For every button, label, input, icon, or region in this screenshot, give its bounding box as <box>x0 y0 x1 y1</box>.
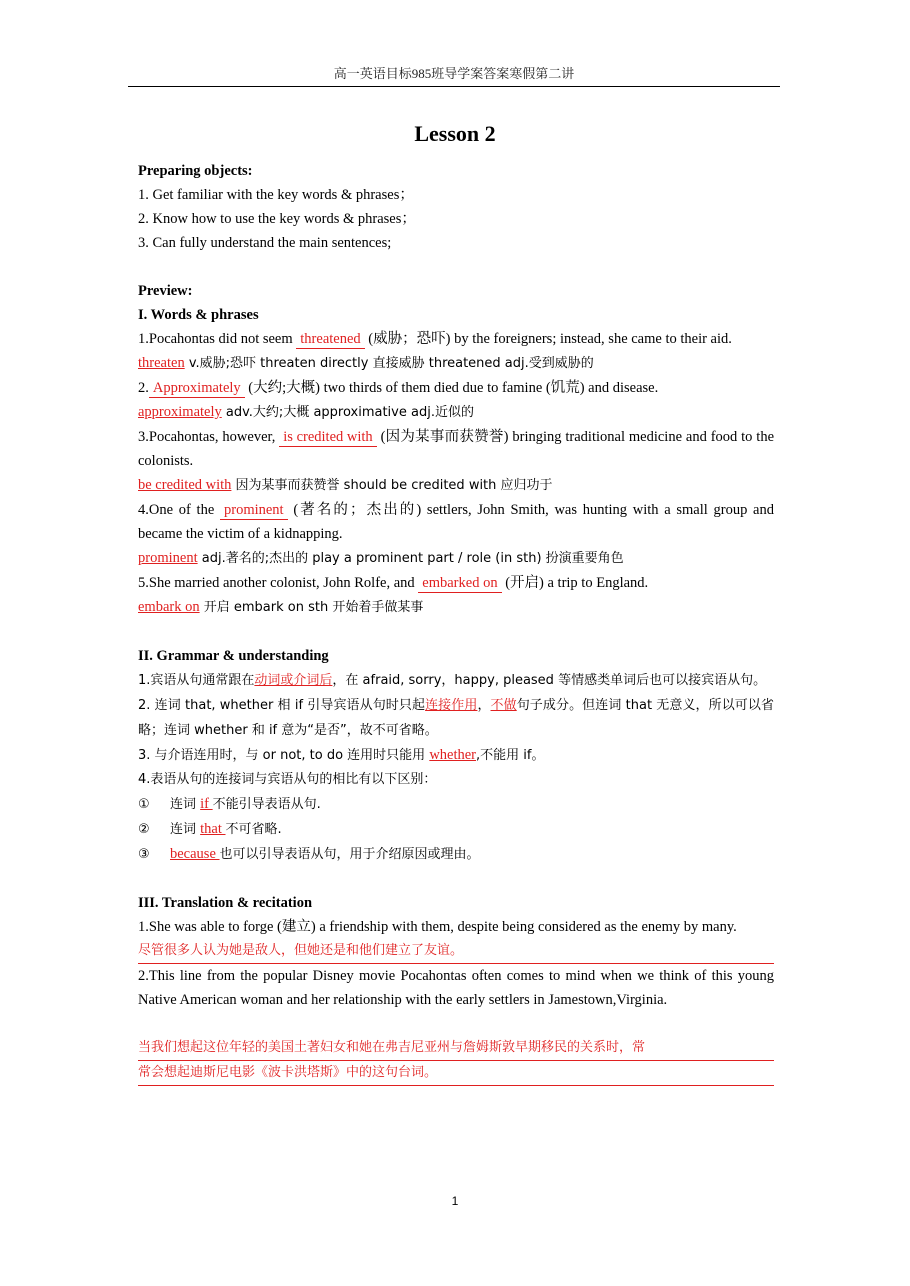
page-number: 1 <box>451 1194 459 1208</box>
comparison-item: ② 连词 that 不可省略. <box>138 821 282 837</box>
answer-blank: threatened <box>296 330 364 349</box>
key-word: be credited with <box>138 477 232 493</box>
document-body <box>138 159 774 1086</box>
lesson-title: Lesson 2 <box>414 121 496 146</box>
translation-answer-1: 尽管很多人认为她是敌人，但她还是和他们建立了友谊。 <box>138 939 774 964</box>
sentence-2: 2.This line from the popular Disney movie Pocahontas often comes to mind when we think of this young Native American woman and her relationship with the early settlers in Jamestown,Virginia. <box>138 968 774 1008</box>
answer-blank: embarked on <box>418 574 501 593</box>
comparison-item: ① 连词 if 不能引导表语从句. <box>138 796 321 812</box>
answer-text: if <box>200 796 213 812</box>
note-5: embark on 开启 embark on sth 开始着手做某事 <box>138 599 424 615</box>
section-heading-words: I. Words & phrases <box>138 307 259 323</box>
question-3: 3.Pocahontas, however, is credited with (因为某事而获赞誉) bringing traditional medicine and food to the colonists. <box>138 429 775 469</box>
question-5: 5.She married another colonist, John Rolfe, and embarked on (开启) a trip to England. <box>138 575 649 591</box>
answer-blank: prominent <box>220 501 288 520</box>
grammar-point-2: 2. 连词 that, whether 相 if 引导宾语从句时只起连接作用，不做句子成分。但连词 that 无意义，所以可以省略；连词 whether 和 if 意为“是否”，故不可省略。 <box>138 698 774 738</box>
answer-blank: Approximately <box>149 379 245 398</box>
objective-item: 3. Can fully understand the main sentences; <box>138 235 392 251</box>
key-word: embark on <box>138 599 200 615</box>
question-4: 4.One of the prominent (著名的；杰出的) settlers, John Smith, was hunting with a small group and became the victim of a kidnapping. <box>138 502 774 542</box>
grammar-point-3: 3. 与介语连用时，与 or not, to do 连用时只能用 whether,不能用 if。 <box>138 747 545 763</box>
translation-answer-2-line-1: 当我们想起这位年轻的美国土著妇女和她在弗吉尼亚州与詹姆斯敦早期移民的关系时，常 <box>138 1036 774 1061</box>
section-heading-grammar: II. Grammar & understanding <box>138 648 329 664</box>
answer-text: 连接作用 <box>425 698 478 713</box>
objective-item: 1. Get familiar with the key words & phrases； <box>138 187 414 203</box>
answer-text: because <box>170 846 220 862</box>
section-heading-translation: III. Translation & recitation <box>138 895 313 911</box>
note-4: prominent adj.著名的;杰出的 play a prominent part / role (in sth) 扮演重要角色 <box>138 550 624 566</box>
note-1: threaten v.威胁;恐吓 threaten directly 直接威胁 threatened adj.受到威胁的 <box>138 355 594 371</box>
note-3: be credited with 因为某事而获赞誉 should be credited with 应归功于 <box>138 477 553 493</box>
page-header: 高一英语目标985班导学案答案寒假第二讲 <box>128 64 780 87</box>
grammar-point-4: 4.表语从句的连接词与宾语从句的相比有以下区别： <box>138 772 437 787</box>
answer-text: 动词或介词后 <box>254 673 333 688</box>
answer-text: that <box>200 821 226 837</box>
objective-item: 2. Know how to use the key words & phrases； <box>138 211 416 227</box>
preview-heading: Preview: <box>138 283 193 299</box>
answer-text: whether <box>429 747 477 763</box>
question-1: 1.Pocahontas did not seem threatened (威胁；恐吓) by the foreigners; instead, she came to their aid. <box>138 331 732 347</box>
answer-text: 不做 <box>490 698 517 713</box>
translation-answer-2-line-2: 常会想起迪斯尼电影《波卡洪塔斯》中的这句台词。 <box>138 1061 774 1086</box>
answer-blank: is credited with <box>279 428 376 447</box>
comparison-item: ③ because 也可以引导表语从句，用于介绍原因或理由。 <box>138 846 480 862</box>
note-2: approximately adv.大约;大概 approximative adj.近似的 <box>138 404 474 420</box>
grammar-point-1: 1.宾语从句通常跟在动词或介词后，在 afraid, sorry，happy, pleased 等情感类单词后也可以接宾语从句。 <box>138 673 767 688</box>
preparing-heading: Preparing objects: <box>138 163 253 179</box>
key-word: threaten <box>138 355 185 371</box>
key-word: approximately <box>138 404 222 420</box>
key-word: prominent <box>138 550 198 566</box>
question-2: 2. Approximately (大约;大概) two thirds of them died due to famine (饥荒) and disease. <box>138 380 659 396</box>
sentence-1: 1.She was able to forge (建立) a friendship with them, despite being considered as the enemy by many. <box>138 919 737 935</box>
